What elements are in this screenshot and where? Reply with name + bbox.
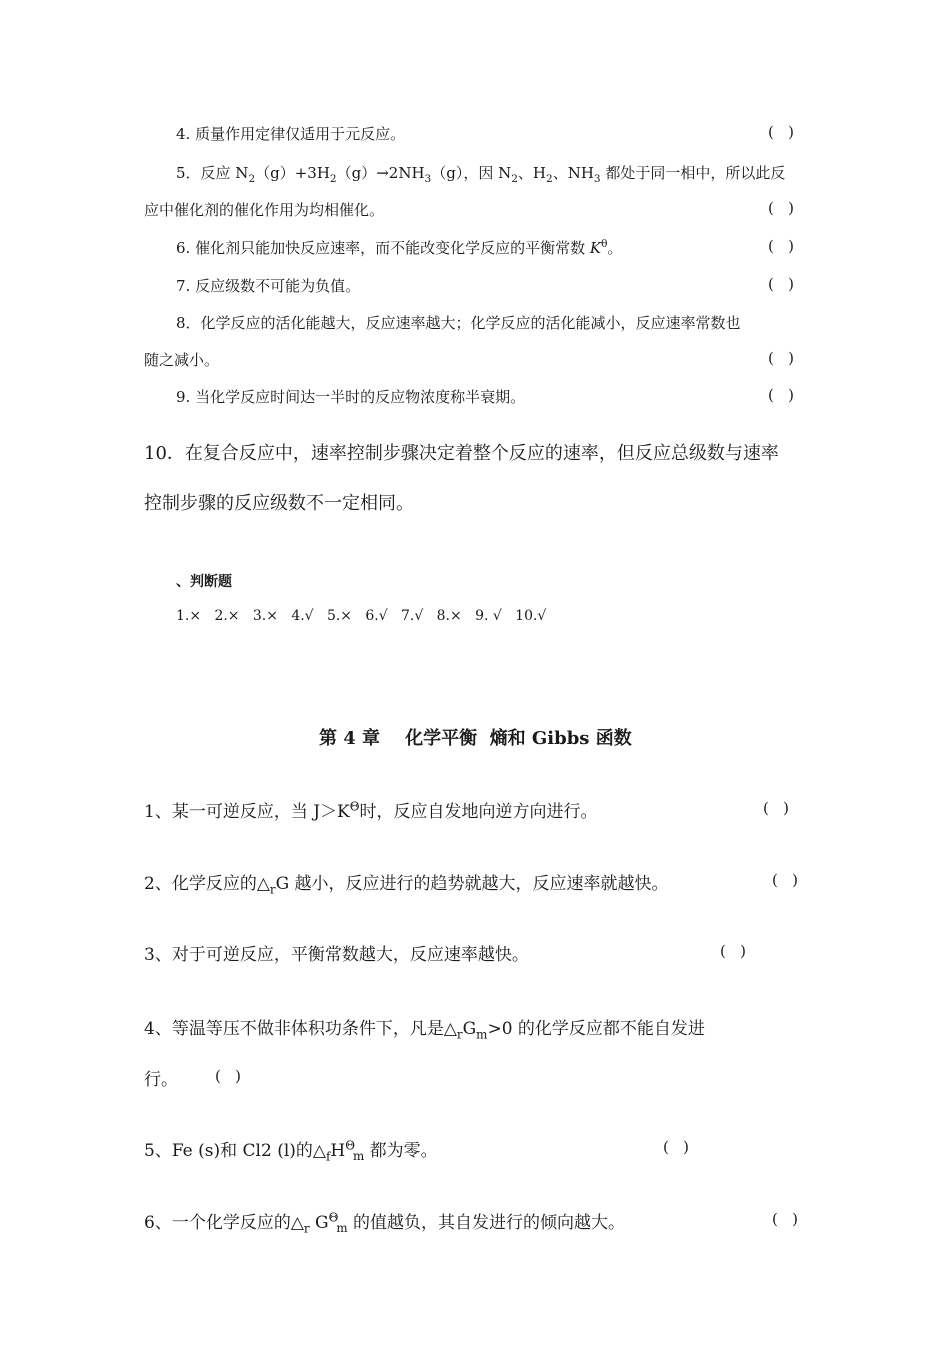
ch4-question-1: 1、某一可逆反应，当 $J>K^\Theta$时，反应自发地向逆方向进行。 (144, 799, 598, 822)
answer-blank-7: ( ) (768, 275, 795, 293)
answer-blank-4: ( ) (768, 123, 795, 141)
ch4-question-4-line2: 行。 (144, 1070, 178, 1090)
question-8-line1: 8．化学反应的活化能越大，反应速率越大；化学反应的活化能减小，反应速率常数也 (176, 314, 741, 332)
question-6: 6. 催化剂只能加快反应速率，而不能改变化学反应的平衡常数 $K^\theta$。 (176, 238, 623, 257)
ch4-question-2: 2、化学反应的$\triangle_rG$ 越小，反应进行的趋势就越大，反应速率就越快。 (144, 874, 669, 897)
answer-blank-9: ( ) (768, 386, 795, 404)
question-10-line2: 控制步骤的反应级数不一定相同。 (144, 493, 414, 514)
question-4-text: 4. 质量作用定律仅适用于元反应。 (176, 125, 406, 143)
question-8-line2: 随之减小。 (144, 351, 220, 369)
ch4-answer-blank-5: ( ) (663, 1138, 690, 1156)
question-5-line1: 5．反应 $N_2(g)+3H_2(g)\to 2NH_3(g)$，因 $N_2$、$H_2$、$NH_3$ 都处于同一相中，所以此反 (176, 164, 786, 185)
ch4-answer-blank-6: ( ) (772, 1210, 799, 1228)
ch4-answer-blank-1: ( ) (763, 799, 790, 817)
ch4-answer-blank-3: ( ) (720, 942, 747, 960)
question-5-line2: 应中催化剂的催化作用为均相催化。 (144, 201, 385, 219)
ch4-question-5: 5、Fe (s)和 Cl2 (l)的$\triangle_fH^\Theta_m$ 都为零。 (144, 1138, 438, 1164)
ch4-question-4-line1: 4、等温等压不做非体积功条件下，凡是$\triangle_rG_m>0$ 的化学反应都不能自发进 (144, 1019, 705, 1042)
answer-blank-5: ( ) (768, 199, 795, 217)
question-7: 7. 反应级数不可能为负值。 (176, 277, 361, 295)
answers-heading: 、判断题 (176, 574, 232, 590)
question-10-line1: 10．在复合反应中，速率控制步骤决定着整个反应的速率，但反应总级数与速率 (144, 443, 779, 464)
question-4 (176, 123, 405, 144)
ch4-question-6: 6、一个化学反应的$\triangle_r$ $G^\Theta_m$ 的值越负，其自发进行的倾向越大。 (144, 1210, 625, 1236)
answers-list: 1.× 2.× 3.× 4.√ 5.× 6.√ 7.√ 8.× 9. √ 10.√ (176, 608, 547, 624)
ch4-question-3: 3、对于可逆反应，平衡常数越大，反应速率越快。 (144, 945, 529, 965)
ch4-answer-blank-2: ( ) (772, 871, 799, 889)
answer-blank-6: ( ) (768, 237, 795, 255)
chapter-title: 第 4 章 化学平衡 熵和 Gibbs 函数 (319, 728, 632, 749)
ch4-answer-blank-4: ( ) (215, 1067, 242, 1085)
question-9: 9. 当化学反应时间达一半时的反应物浓度称半衰期。 (176, 388, 526, 406)
answer-blank-8: ( ) (768, 349, 795, 367)
